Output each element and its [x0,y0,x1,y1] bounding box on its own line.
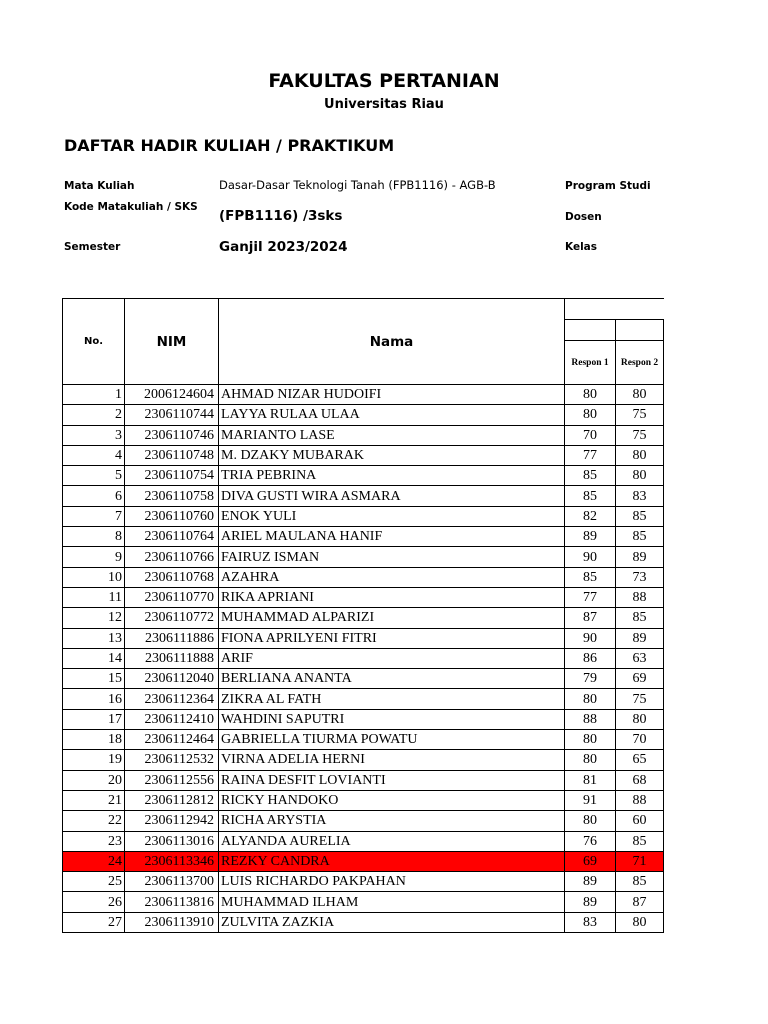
row-no-cell: 3 [63,425,125,445]
mata-kuliah-label: Mata Kuliah [64,180,135,192]
row-name-cell: RICKY HANDOKO [219,790,565,810]
row-name-cell: AZAHRA [219,567,565,587]
row-respon-1-cell: 91 [565,790,616,810]
row-no-cell: 1 [63,385,125,405]
document-title: DAFTAR HADIR KULIAH / PRAKTIKUM [64,136,395,155]
row-respon-2-cell: 60 [616,811,664,831]
row-respon-2-cell: 85 [616,831,664,851]
row-name-cell: RICHA ARYSTIA [219,811,565,831]
row-no-cell: 19 [63,750,125,770]
table-row [63,730,664,750]
row-respon-2-cell: 75 [616,425,664,445]
table-row [63,750,664,770]
kode-matakuliah-label: Kode Matakuliah / SKS [64,201,198,213]
row-respon-1-cell: 89 [565,892,616,912]
row-respon-1-cell: 80 [565,730,616,750]
row-nim-cell: 2306112364 [125,689,219,709]
row-respon-1-cell: 83 [565,912,616,932]
row-respon-2-cell: 65 [616,750,664,770]
row-respon-2-cell: 75 [616,689,664,709]
header-blank-cell [565,320,616,341]
attendance-table [62,298,664,933]
table-row [63,628,664,648]
row-nim-cell: 2306113346 [125,851,219,871]
row-respon-2-cell: 87 [616,892,664,912]
table-row [63,831,664,851]
row-respon-1-cell: 80 [565,405,616,425]
row-respon-1-cell: 90 [565,547,616,567]
row-nim-cell: 2306112556 [125,770,219,790]
row-nim-cell: 2306112812 [125,790,219,810]
row-respon-2-cell: 68 [616,770,664,790]
row-name-cell: GABRIELLA TIURMA POWATU [219,730,565,750]
row-respon-1-cell: 80 [565,689,616,709]
row-respon-1-cell: 79 [565,669,616,689]
table-row [63,608,664,628]
row-no-cell: 7 [63,506,125,526]
row-respon-2-cell: 80 [616,445,664,465]
row-respon-1-cell: 85 [565,466,616,486]
row-nim-cell: 2306112532 [125,750,219,770]
table-row [63,567,664,587]
row-respon-1-cell: 89 [565,872,616,892]
table-row [63,790,664,810]
row-no-cell: 10 [63,567,125,587]
row-respon-1-cell: 85 [565,567,616,587]
table-row [63,912,664,932]
row-name-cell: VIRNA ADELIA HERNI [219,750,565,770]
row-nim-cell: 2306110770 [125,587,219,607]
row-respon-2-cell: 89 [616,628,664,648]
row-respon-1-cell: 77 [565,445,616,465]
header-blank-cell [616,320,664,341]
row-no-cell: 11 [63,587,125,607]
row-respon-1-cell: 69 [565,851,616,871]
row-respon-2-cell: 80 [616,466,664,486]
row-name-cell: DIVA GUSTI WIRA ASMARA [219,486,565,506]
table-row [63,587,664,607]
header-nama: Nama [219,299,565,385]
table-body [63,385,664,933]
row-nim-cell: 2306112464 [125,730,219,750]
table-row [63,405,664,425]
row-name-cell: TRIA PEBRINA [219,466,565,486]
row-respon-2-cell: 63 [616,648,664,668]
row-name-cell: RAINA DESFIT LOVIANTI [219,770,565,790]
row-nim-cell: 2306112040 [125,669,219,689]
row-respon-2-cell: 71 [616,851,664,871]
row-nim-cell: 2006124604 [125,385,219,405]
row-respon-2-cell: 80 [616,385,664,405]
row-respon-2-cell: 70 [616,730,664,750]
row-nim-cell: 2306110766 [125,547,219,567]
row-respon-1-cell: 70 [565,425,616,445]
row-respon-2-cell: 80 [616,912,664,932]
university-name: Universitas Riau [324,97,444,112]
row-name-cell: RIKA APRIANI [219,587,565,607]
row-name-cell: LAYYA RULAA ULAA [219,405,565,425]
table-row [63,486,664,506]
row-respon-2-cell: 85 [616,506,664,526]
row-respon-2-cell: 69 [616,669,664,689]
row-respon-1-cell: 90 [565,628,616,648]
table-row [63,506,664,526]
header-nim: NIM [125,299,219,385]
table-row [63,648,664,668]
row-no-cell: 24 [63,851,125,871]
row-no-cell: 26 [63,892,125,912]
row-respon-1-cell: 87 [565,608,616,628]
row-name-cell: ALYANDA AURELIA [219,831,565,851]
row-respon-2-cell: 80 [616,709,664,729]
header-no: No. [63,299,125,385]
table-row [63,669,664,689]
row-respon-1-cell: 76 [565,831,616,851]
table-row [63,811,664,831]
faculty-title: FAKULTAS PERTANIAN [268,70,500,92]
row-nim-cell: 2306110754 [125,466,219,486]
row-nim-cell: 2306113816 [125,892,219,912]
header-respon-1: Respon 1 [565,341,616,385]
row-respon-2-cell: 75 [616,405,664,425]
row-no-cell: 9 [63,547,125,567]
table-row [63,872,664,892]
row-no-cell: 15 [63,669,125,689]
row-nim-cell: 2306112942 [125,811,219,831]
row-respon-2-cell: 88 [616,790,664,810]
row-no-cell: 23 [63,831,125,851]
row-no-cell: 12 [63,608,125,628]
row-respon-1-cell: 82 [565,506,616,526]
row-nim-cell: 2306111888 [125,648,219,668]
row-respon-1-cell: 80 [565,385,616,405]
row-name-cell: BERLIANA ANANTA [219,669,565,689]
mata-kuliah-value: Dasar-Dasar Teknologi Tanah (FPB1116) - AGB-B [219,178,496,192]
row-respon-2-cell: 85 [616,608,664,628]
row-nim-cell: 2306110772 [125,608,219,628]
row-no-cell: 25 [63,872,125,892]
row-name-cell: ENOK YULI [219,506,565,526]
semester-value: Ganjil 2023/2024 [219,239,348,255]
kelas-label: Kelas [565,241,598,253]
row-nim-cell: 2306110764 [125,527,219,547]
row-no-cell: 21 [63,790,125,810]
row-no-cell: 27 [63,912,125,932]
table-row [63,385,664,405]
table-row [63,709,664,729]
table-row [63,892,664,912]
row-nim-cell: 2306111886 [125,628,219,648]
row-no-cell: 17 [63,709,125,729]
row-respon-1-cell: 80 [565,750,616,770]
header-group-cell [565,299,664,320]
row-name-cell: WAHDINI SAPUTRI [219,709,565,729]
row-respon-1-cell: 85 [565,486,616,506]
row-no-cell: 20 [63,770,125,790]
row-respon-2-cell: 73 [616,567,664,587]
row-no-cell: 6 [63,486,125,506]
row-nim-cell: 2306113910 [125,912,219,932]
table-row [63,527,664,547]
row-no-cell: 8 [63,527,125,547]
row-nim-cell: 2306112410 [125,709,219,729]
row-no-cell: 16 [63,689,125,709]
row-nim-cell: 2306110744 [125,405,219,425]
semester-label: Semester [64,241,121,253]
row-name-cell: REZKY CANDRA [219,851,565,871]
row-no-cell: 5 [63,466,125,486]
table-row [63,466,664,486]
row-name-cell: ZULVITA ZAZKIA [219,912,565,932]
row-no-cell: 13 [63,628,125,648]
row-nim-cell: 2306113016 [125,831,219,851]
row-respon-1-cell: 77 [565,587,616,607]
row-respon-2-cell: 85 [616,527,664,547]
row-name-cell: ARIEL MAULANA HANIF [219,527,565,547]
row-nim-cell: 2306113700 [125,872,219,892]
row-respon-2-cell: 89 [616,547,664,567]
row-respon-2-cell: 88 [616,587,664,607]
row-respon-1-cell: 81 [565,770,616,790]
row-name-cell: MUHAMMAD ALPARIZI [219,608,565,628]
table-row [63,689,664,709]
kode-matakuliah-value: (FPB1116) /3sks [219,208,343,224]
dosen-label: Dosen [565,211,602,223]
table-row [63,445,664,465]
row-no-cell: 14 [63,648,125,668]
row-respon-1-cell: 86 [565,648,616,668]
table-row [63,770,664,790]
row-no-cell: 2 [63,405,125,425]
row-no-cell: 18 [63,730,125,750]
row-respon-2-cell: 85 [616,872,664,892]
program-studi-label: Program Studi [565,180,651,192]
row-no-cell: 22 [63,811,125,831]
table-row [63,851,664,871]
row-respon-1-cell: 89 [565,527,616,547]
row-name-cell: ARIF [219,648,565,668]
row-nim-cell: 2306110748 [125,445,219,465]
row-name-cell: M. DZAKY MUBARAK [219,445,565,465]
row-nim-cell: 2306110760 [125,506,219,526]
row-respon-1-cell: 88 [565,709,616,729]
table-row [63,547,664,567]
row-name-cell: MARIANTO LASE [219,425,565,445]
row-name-cell: FAIRUZ ISMAN [219,547,565,567]
header-respon-2: Respon 2 [616,341,664,385]
row-no-cell: 4 [63,445,125,465]
row-name-cell: ZIKRA AL FATH [219,689,565,709]
row-respon-2-cell: 83 [616,486,664,506]
row-respon-1-cell: 80 [565,811,616,831]
row-nim-cell: 2306110758 [125,486,219,506]
row-name-cell: LUIS RICHARDO PAKPAHAN [219,872,565,892]
row-name-cell: AHMAD NIZAR HUDOIFI [219,385,565,405]
row-nim-cell: 2306110746 [125,425,219,445]
row-name-cell: MUHAMMAD ILHAM [219,892,565,912]
row-name-cell: FIONA APRILYENI FITRI [219,628,565,648]
table-row [63,425,664,445]
row-nim-cell: 2306110768 [125,567,219,587]
